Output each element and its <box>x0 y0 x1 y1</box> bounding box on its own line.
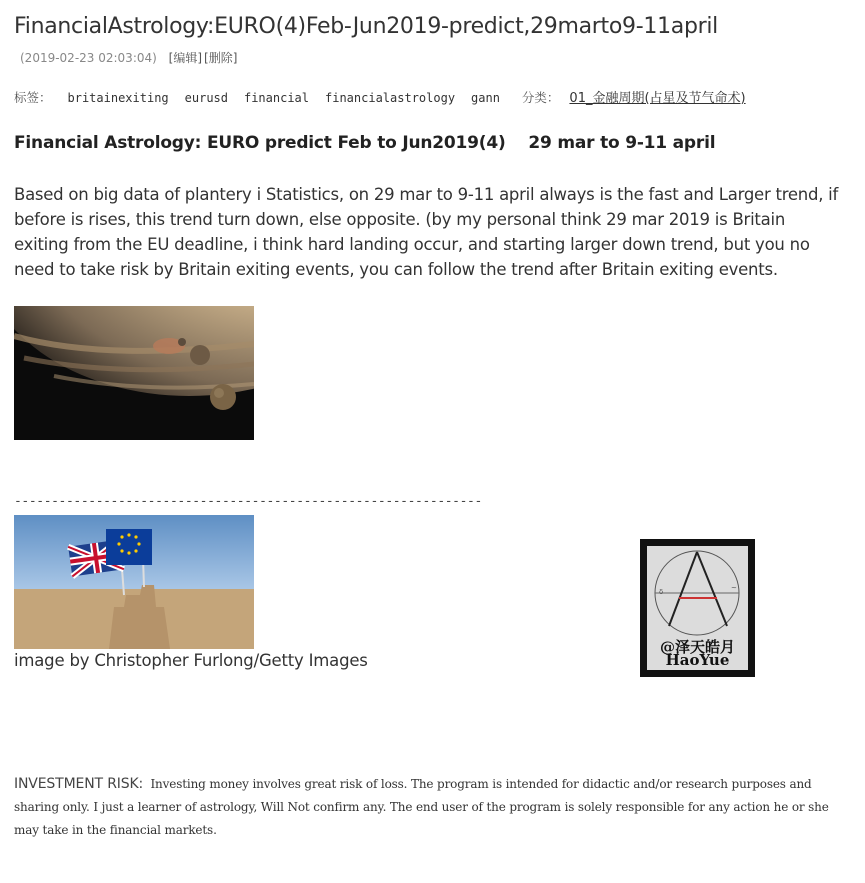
svg-text:δ: δ <box>659 588 664 596</box>
tag-link[interactable]: eurusd <box>184 91 228 105</box>
post-date: (2019-02-23 02:03:04) <box>20 51 157 65</box>
logo-line1: @泽天皓月 <box>659 638 735 656</box>
section-divider: --------------------------------------------------------------- <box>14 494 482 509</box>
astrology-logo-image <box>640 539 755 677</box>
delete-link[interactable]: [删除] <box>204 51 238 65</box>
category-label: 分类： <box>521 90 560 105</box>
risk-label: INVESTMENT RISK: <box>14 776 144 792</box>
tag-bar <box>14 87 746 106</box>
tag-link[interactable]: gann <box>471 91 500 105</box>
sandcastle-flags-image <box>14 515 254 649</box>
post-meta <box>20 49 237 66</box>
tag-link[interactable]: financialastrology <box>325 91 456 105</box>
tag-link[interactable]: britainexiting <box>67 91 169 105</box>
article-paragraph: Based on big data of plantery i Statistics, on 29 mar to 9-11 april always is the fast and Larger trend, if before is rises, this trend turn down, else opposite. (by my personal think 29 mar 2019 is Britain exiting from the EU deadline, i think hard landing occur, and starting larger down trend, but you no need to take risk by Britain exiting events, you can follow the trend after Britain exiting events. <box>14 185 839 279</box>
jupiter-moons-image <box>14 306 254 440</box>
tag-link[interactable]: financial <box>243 91 310 105</box>
edit-link[interactable]: [编辑] <box>168 51 203 65</box>
svg-text:~: ~ <box>731 584 737 592</box>
category-link[interactable]: 01_金融周期(占星及节气命术) <box>569 91 746 106</box>
investment-risk-notice <box>14 773 844 842</box>
article-heading: Financial Astrology: EURO predict Feb to Jun2019(4) 29 mar to 9-11 april <box>14 133 716 153</box>
logo-line2: HaoYue <box>665 651 730 669</box>
post-title: FinancialAstrology:EURO(4)Feb-Jun2019-predict,29marto9-11april <box>14 14 718 39</box>
risk-text: Investing money involves great risk of loss. The program is intended for didactic and/or research purposes and sharing only. I just a learner of astrology, Will Not confirm any. The end user of the program is solely responsible for any action he or she may take in the financial markets. <box>14 777 829 837</box>
image-caption: image by Christopher Furlong/Getty Images <box>14 651 368 670</box>
tags-label: 标签： <box>14 90 52 105</box>
